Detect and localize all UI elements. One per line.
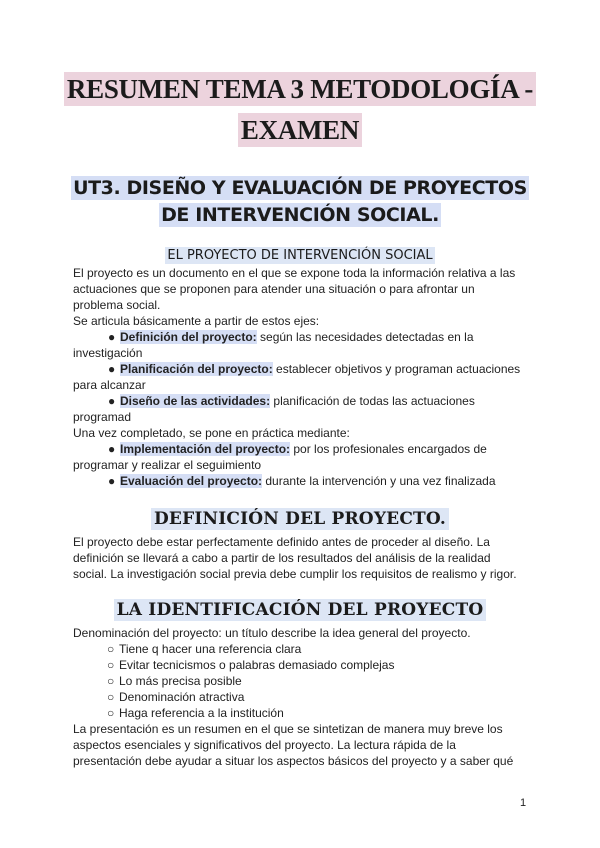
bullet-icon: ● xyxy=(108,394,116,408)
document-title-line2: EXAMEN xyxy=(0,115,600,146)
list-item-continuation: para alcanzar xyxy=(73,378,146,392)
paragraph-line: La presentación es un resumen en el que se sintetizan de manera muy breve los xyxy=(73,722,503,736)
circle-bullet-icon: ○ xyxy=(107,674,115,688)
section-heading-project-identification: LA IDENTIFICACIÓN DEL PROYECTO xyxy=(0,600,600,620)
list-item-text: durante la intervención y una vez finalizada xyxy=(262,474,496,488)
circle-bullet-icon: ○ xyxy=(107,658,115,672)
bullet-icon: ● xyxy=(108,362,116,376)
list-item: ○ Tiene q hacer una referencia clara xyxy=(107,642,302,656)
list-item: ○ Evitar tecnicismos o palabras demasiado complejas xyxy=(107,658,395,672)
paragraph-line: social. La investigación social previa debe cumplir los requisitos de realismo y rigor. xyxy=(73,567,517,581)
list-item-term: Implementación del proyecto: xyxy=(120,442,291,456)
section-heading-project-definition: DEFINICIÓN DEL PROYECTO. xyxy=(0,509,600,529)
list-item: ○ Haga referencia a la institución xyxy=(107,706,284,720)
list-item xyxy=(108,474,568,488)
list-item xyxy=(108,394,568,408)
list-item xyxy=(108,362,568,376)
circle-bullet-icon: ○ xyxy=(107,706,115,720)
bullet-icon: ● xyxy=(108,442,116,456)
page-number: 1 xyxy=(520,797,527,809)
list-item-text: establecer objetivos y programan actuaciones xyxy=(272,362,521,376)
paragraph-line: presentación debe ayudar a situar los aspectos básicos del proyecto y a saber qué xyxy=(73,754,514,768)
paragraph-line: actuaciones que se proponen para atender una situación o para afrontar un xyxy=(73,282,475,296)
list-item xyxy=(108,330,568,344)
list-item-continuation: programad xyxy=(73,410,132,424)
list-item-term: Planificación del proyecto: xyxy=(120,362,273,376)
list-item-continuation: investigación xyxy=(73,346,143,360)
list-item-text: por los profesionales encargados de xyxy=(290,442,487,456)
paragraph-line: Una vez completado, se pone en práctica mediante: xyxy=(73,426,350,440)
paragraph-line: El proyecto debe estar perfectamente definido antes de proceder al diseño. La xyxy=(73,535,490,549)
paragraph-line: problema social. xyxy=(73,298,161,312)
list-item-term: Diseño de las actividades: xyxy=(120,394,271,408)
paragraph-line: Denominación del proyecto: un título describe la idea general del proyecto. xyxy=(73,626,471,640)
paragraph-line: El proyecto es un documento en el que se expone toda la información relativa a las xyxy=(73,266,516,280)
list-item: ○ Denominación atractiva xyxy=(107,690,245,704)
list-item-continuation: programar y realizar el seguimiento xyxy=(73,458,262,472)
paragraph-line: Se articula básicamente a partir de estos ejes: xyxy=(73,314,320,328)
unit-title-line2: DE INTERVENCIÓN SOCIAL. xyxy=(161,204,439,226)
circle-bullet-icon: ○ xyxy=(107,642,115,656)
paragraph-line: aspectos esenciales y significativos del proyecto. La lectura rápida de la xyxy=(73,738,456,752)
list-item-text: planificación de todas las actuaciones xyxy=(270,394,475,408)
bullet-icon: ● xyxy=(108,330,116,344)
unit-title-line1: UT3. DISEÑO Y EVALUACIÓN DE PROYECTOS xyxy=(73,177,527,199)
section-heading-intervention-project: EL PROYECTO DE INTERVENCIÓN SOCIAL xyxy=(167,248,433,263)
list-item xyxy=(108,442,568,456)
document-title-line1: RESUMEN TEMA 3 METODOLOGÍA - xyxy=(0,74,600,105)
list-item: ○ Lo más precisa posible xyxy=(107,674,242,688)
circle-bullet-icon: ○ xyxy=(107,690,115,704)
paragraph-line: definición se llevará a cabo a partir de los resultados del análisis de la realidad xyxy=(73,551,491,565)
list-item-text: según las necesidades detectadas en la xyxy=(256,330,474,344)
list-item-term: Evaluación del proyecto: xyxy=(120,474,263,488)
bullet-icon: ● xyxy=(108,474,116,488)
list-item-term: Definición del proyecto: xyxy=(120,330,257,344)
